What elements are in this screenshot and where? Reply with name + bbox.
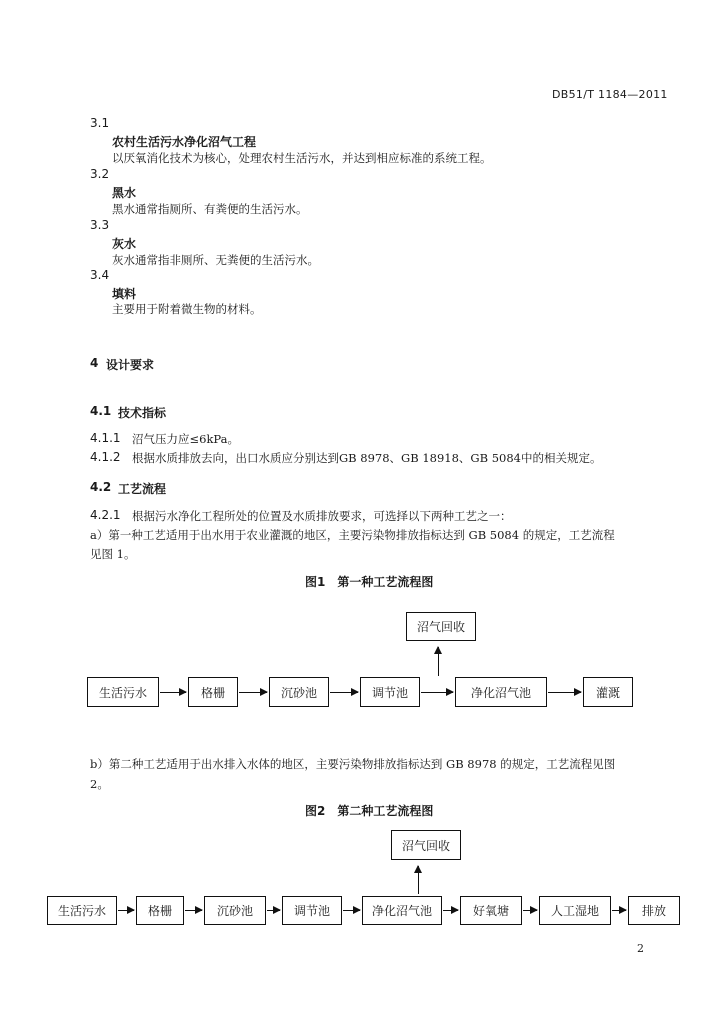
figure-2-caption: 图2 第二种工艺流程图 [305,804,434,818]
subsection-number: 4.1 [90,404,112,418]
flow-arrow [343,910,360,911]
flow-arrow [185,910,202,911]
up-arrow [418,866,419,894]
flow-step: 调节池 [360,677,420,707]
flow-step: 排放 [628,896,680,925]
document-code: DB51/T 1184—2011 [552,88,668,101]
term-definition: 灰水通常指非厕所、无粪便的生活污水。 [112,253,319,267]
flow-step: 生活污水 [87,677,159,707]
term-definition: 黑水通常指厕所、有粪便的生活污水。 [112,202,308,216]
flow-step: 人工湿地 [539,896,611,925]
flow-step: 灌溉 [583,677,633,707]
flow-arrow [330,692,358,693]
flow-step: 格栅 [188,677,238,707]
flow-step: 格栅 [136,896,184,925]
term-number: 3.1 [90,116,110,130]
term-title: 黑水 [112,186,137,200]
list-item-a-continued: 见图 1。 [90,547,136,561]
flow-arrow [160,692,186,693]
subsection-title: 技术指标 [118,406,167,420]
flow-step: 好氧塘 [460,896,522,925]
flow-arrow [267,910,280,911]
flow-step: 净化沼气池 [455,677,547,707]
term-title: 填料 [112,287,137,301]
list-item-a: a）第一种工艺适用于出水用于农业灌溉的地区，主要污染物排放指标达到 GB 5084 的规定，工艺流程 [90,528,615,542]
gas-recovery-box: 沼气回收 [406,612,476,641]
flow-step: 调节池 [282,896,342,925]
flow-arrow [421,692,453,693]
flow-step: 净化沼气池 [362,896,442,925]
clause-text: 根据污水净化工程所处的位置及水质排放要求，可选择以下两种工艺之一： [132,509,512,523]
clause-text: 根据水质排放去向，出口水质应分别达到GB 8978、GB 18918、GB 5084中的相关规定。 [132,451,602,465]
term-definition: 以厌氧消化技术为核心，处理农村生活污水，并达到相应标准的系统工程。 [112,151,492,165]
clause-number: 4.1.2 [90,450,121,464]
flow-arrow [548,692,581,693]
flow-arrow [612,910,626,911]
term-number: 3.3 [90,218,110,232]
term-definition: 主要用于附着微生物的材料。 [112,302,262,316]
clause-number: 4.1.1 [90,431,121,445]
list-item-b-continued: 2。 [90,777,109,791]
term-title: 农村生活污水净化沼气工程 [112,135,257,149]
subsection-title: 工艺流程 [118,482,167,496]
flow-arrow [523,910,537,911]
section-number: 4 [90,356,99,370]
list-item-b: b）第二种工艺适用于出水排入水体的地区，主要污染物排放指标达到 GB 8978 的规定，工艺流程见图 [90,757,616,771]
flow-step: 生活污水 [47,896,117,925]
clause-text: 沼气压力应≤6kPa。 [132,432,239,446]
flow-arrow [443,910,458,911]
subsection-number: 4.2 [90,480,112,494]
clause-number: 4.2.1 [90,508,121,522]
page-number: 2 [637,942,644,955]
flow-step: 沉砂池 [204,896,266,925]
section-title: 设计要求 [106,358,155,372]
term-number: 3.2 [90,167,110,181]
flow-step: 沉砂池 [269,677,329,707]
up-arrow [438,647,439,676]
flow-arrow [118,910,134,911]
term-title: 灰水 [112,237,137,251]
flow-arrow [239,692,267,693]
term-number: 3.4 [90,268,110,282]
gas-recovery-box: 沼气回收 [391,830,461,860]
figure-1-caption: 图1 第一种工艺流程图 [305,575,434,589]
